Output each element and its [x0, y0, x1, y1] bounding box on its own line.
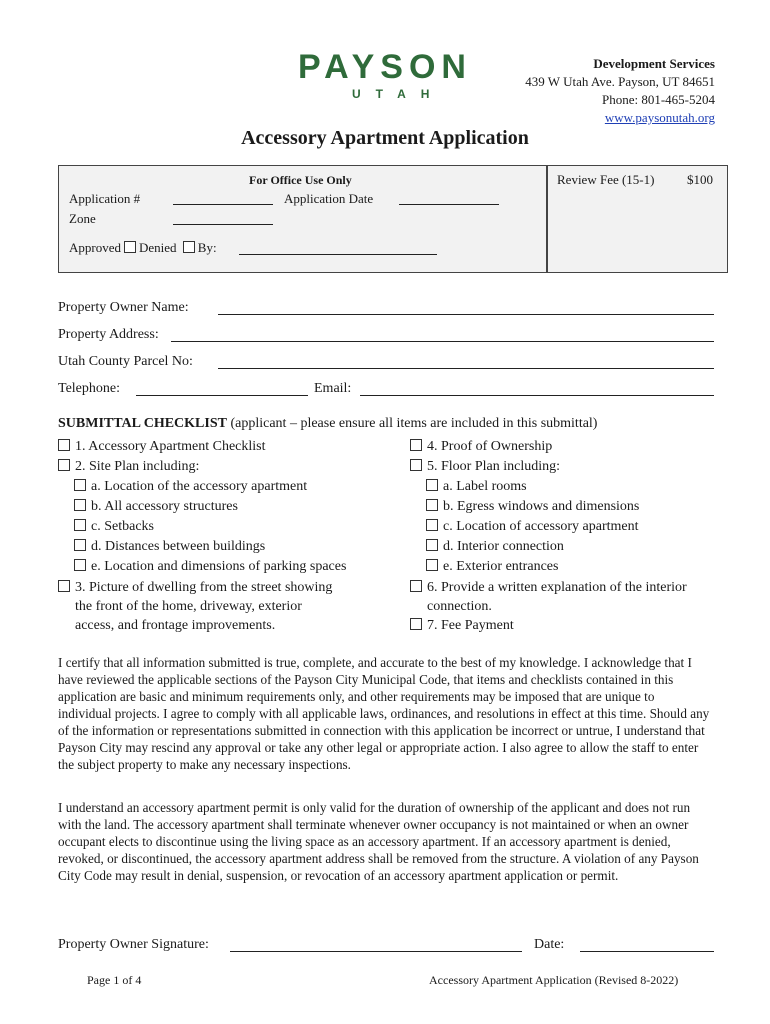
checklist-item: 5. Floor Plan including:: [410, 457, 560, 477]
owner-name-field[interactable]: [218, 314, 714, 315]
date-field[interactable]: [580, 951, 714, 952]
application-date-line[interactable]: [399, 204, 499, 205]
telephone-field[interactable]: [136, 395, 308, 396]
parcel-field[interactable]: [218, 368, 714, 369]
application-number-line[interactable]: [173, 204, 273, 205]
checklist-item: 2. Site Plan including:: [58, 457, 199, 477]
office-use-heading: For Office Use Only: [249, 173, 352, 187]
contact-block: [525, 55, 715, 127]
checklist-item: d. Interior connection: [426, 537, 564, 557]
payson-logo-subtitle: UTAH: [352, 87, 445, 101]
email-field[interactable]: [360, 395, 714, 396]
checklist-item: 7. Fee Payment: [410, 616, 514, 636]
checkbox-item-2c[interactable]: [74, 519, 86, 531]
checklist-item-continued: the front of the home, driveway, exterior: [75, 599, 302, 614]
checklist-item: a. Label rooms: [426, 477, 527, 497]
revision-note: Accessory Apartment Application (Revised 8-2022): [429, 973, 679, 987]
checkbox-item-5b[interactable]: [426, 499, 438, 511]
department-name: Development Services: [593, 56, 715, 71]
review-fee-amount: $100: [687, 172, 713, 187]
address-text: 439 W Utah Ave. Payson, UT 84651: [525, 74, 715, 89]
phone-text: Phone: 801-465-5204: [601, 92, 715, 107]
checkbox-item-5c[interactable]: [426, 519, 438, 531]
checkbox-item-5[interactable]: [410, 459, 422, 471]
review-fee-label: Review Fee (15-1): [557, 172, 655, 187]
checkbox-item-7[interactable]: [410, 618, 422, 630]
page-number: Page 1 of 4: [87, 973, 142, 987]
checklist-item: 1. Accessory Apartment Checklist: [58, 437, 266, 457]
office-use-box: [58, 165, 728, 273]
certification-paragraph-2: I understand an accessory apartment permit is only valid for the duration of ownership of the applicant and does not run with the land. The accessory apartment shall terminate whenever owner occupancy is not maintained or when an owner occupant elects to discontinue using the living space as an accessory apartment. If an accessory apartment is denied, revoked, or discontinued, the accessory apartment address shall be removed from the structure. A violation of any Payson City Code may result in denial, suspension, or revocation of an accessory apartment application or permit.: [58, 800, 699, 883]
checklist-item: e. Location and dimensions of parking spaces: [74, 557, 346, 577]
checkbox-item-2e[interactable]: [74, 559, 86, 571]
by-label: By:: [197, 240, 217, 255]
checklist-item: 3. Picture of dwelling from the street showing: [58, 578, 332, 598]
checkbox-item-5e[interactable]: [426, 559, 438, 571]
checkbox-item-2a[interactable]: [74, 479, 86, 491]
checkbox-item-3[interactable]: [58, 580, 70, 592]
page-title: Accessory Apartment Application: [241, 127, 529, 149]
telephone-label: Telephone:: [58, 381, 120, 396]
checklist-item: 6. Provide a written explanation of the interior: [410, 578, 687, 598]
application-number-label: Application #: [69, 191, 141, 206]
checklist-heading-bold: SUBMITTAL CHECKLIST: [58, 416, 227, 431]
property-address-field[interactable]: [171, 341, 714, 342]
checklist-item: b. Egress windows and dimensions: [426, 497, 639, 517]
checklist-item: a. Location of the accessory apartment: [74, 477, 307, 497]
checklist-item: 4. Proof of Ownership: [410, 437, 552, 457]
signature-field[interactable]: [230, 951, 522, 952]
owner-name-label: Property Owner Name:: [58, 300, 189, 315]
certification-paragraph-1: I certify that all information submitted is true, complete, and accurate to the best of my knowledge. I acknowledge that I have reviewed the applicable sections of the Payson City Municipal Code, that items and checklists contained in this application are basic and minimum requirements only, and other requirements may be imposed that are unique to individual projects. I agree to comply with all applicable laws, ordinances, and resolutions in effect at this time. Should any of the information or representations submitted in connection with this application be incorrect or untrue, I understand that Payson City may rescind any approval or take any other legal or appropriate action. I also agree to allow the staff to enter the subject property to make any necessary inspections.: [58, 655, 710, 772]
checklist-item-continued: connection.: [427, 599, 492, 614]
by-line[interactable]: [239, 254, 437, 255]
zone-line[interactable]: [173, 224, 273, 225]
email-label: Email:: [314, 381, 352, 396]
checklist-item: d. Distances between buildings: [74, 537, 265, 557]
zone-label: Zone: [69, 211, 96, 226]
payson-logo: PAYSON: [298, 48, 472, 86]
date-label: Date:: [534, 937, 565, 952]
checkbox-item-2b[interactable]: [74, 499, 86, 511]
approved-checkbox[interactable]: [124, 241, 136, 253]
checklist-item: c. Setbacks: [74, 517, 154, 537]
signature-label: Property Owner Signature:: [58, 937, 209, 952]
checkbox-item-1[interactable]: [58, 439, 70, 451]
approved-label: Approved: [69, 240, 121, 255]
checklist-item-continued: access, and frontage improvements.: [75, 618, 276, 633]
website-link[interactable]: www.paysonutah.org: [604, 110, 715, 125]
checklist-heading: [58, 414, 597, 434]
checkbox-item-6[interactable]: [410, 580, 422, 592]
checklist-heading-note: (applicant – please ensure all items are included in this submittal): [226, 416, 598, 431]
checkbox-item-5d[interactable]: [426, 539, 438, 551]
denied-checkbox[interactable]: [183, 241, 195, 253]
checkbox-item-2d[interactable]: [74, 539, 86, 551]
checkbox-item-4[interactable]: [410, 439, 422, 451]
checkbox-item-5a[interactable]: [426, 479, 438, 491]
denied-label: Denied: [139, 240, 177, 255]
parcel-label: Utah County Parcel No:: [58, 354, 193, 369]
checkbox-item-2[interactable]: [58, 459, 70, 471]
checklist-item: b. All accessory structures: [74, 497, 238, 517]
checklist-item: e. Exterior entrances: [426, 557, 558, 577]
office-box-divider: [546, 166, 548, 272]
checklist-item: c. Location of accessory apartment: [426, 517, 639, 537]
application-date-label: Application Date: [284, 191, 374, 206]
property-address-label: Property Address:: [58, 327, 159, 342]
